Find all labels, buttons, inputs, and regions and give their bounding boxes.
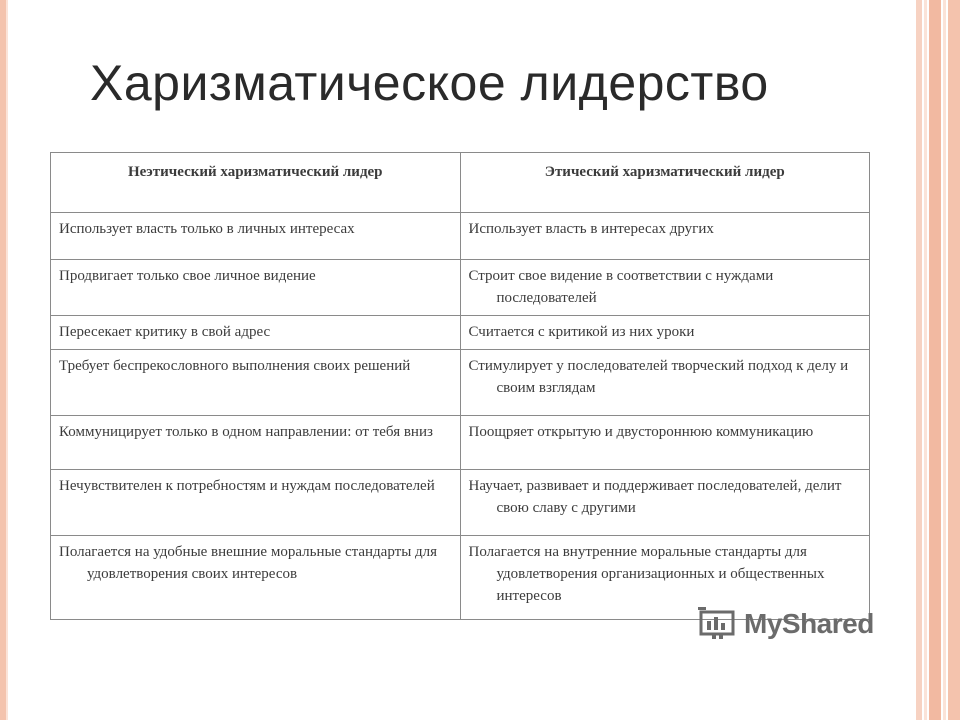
table-cell: Поощряет открытую и двустороннюю коммуникацию	[460, 416, 870, 470]
table-row	[51, 260, 870, 316]
table-row	[51, 350, 870, 416]
table-cell: Строит свое видение в соответствии с нуждами последователей	[460, 260, 870, 316]
table-row	[51, 416, 870, 470]
right-decorative-stripes	[916, 0, 960, 720]
slide-title: Харизматическое лидерство	[90, 55, 769, 111]
myshared-watermark	[698, 604, 874, 644]
table-cell: Коммуницирует только в одном направлении: от тебя вниз	[51, 416, 461, 470]
comparison-table	[50, 152, 870, 620]
table-row	[51, 213, 870, 260]
table-cell: Стимулирует у последователей творческий подход к делу и своим взглядам	[460, 350, 870, 416]
table-cell: Требует беспрекословного выполнения своих решений	[51, 350, 461, 416]
header-ethical-leader: Этический харизматический лидер	[460, 153, 870, 213]
table-cell: Полагается на внутренние моральные стандарты для удовлетворения организационных и общественных интересов	[460, 536, 870, 620]
left-decorative-border	[0, 0, 6, 720]
table-cell: Продвигает только свое личное видение	[51, 260, 461, 316]
table-cell: Пересекает критику в свой адрес	[51, 316, 461, 350]
table-cell: Считается с критикой из них уроки	[460, 316, 870, 350]
table-cell: Научает, развивает и поддерживает последователей, делит свою славу с другими	[460, 470, 870, 536]
header-unethical-leader: Неэтический харизматический лидер	[51, 153, 461, 213]
table-cell: Использует власть в интересах других	[460, 213, 870, 260]
myshared-logo-text: MyShared	[744, 608, 874, 639]
table-row	[51, 470, 870, 536]
table-cell: Нечувствителен к потребностям и нуждам последователей	[51, 470, 461, 536]
myshared-logo-icon	[698, 604, 738, 645]
table-row	[51, 316, 870, 350]
table-cell: Использует власть только в личных интересах	[51, 213, 461, 260]
table-header-row	[51, 153, 870, 213]
table-cell: Полагается на удобные внешние моральные стандарты для удовлетворения своих интересов	[51, 536, 461, 620]
